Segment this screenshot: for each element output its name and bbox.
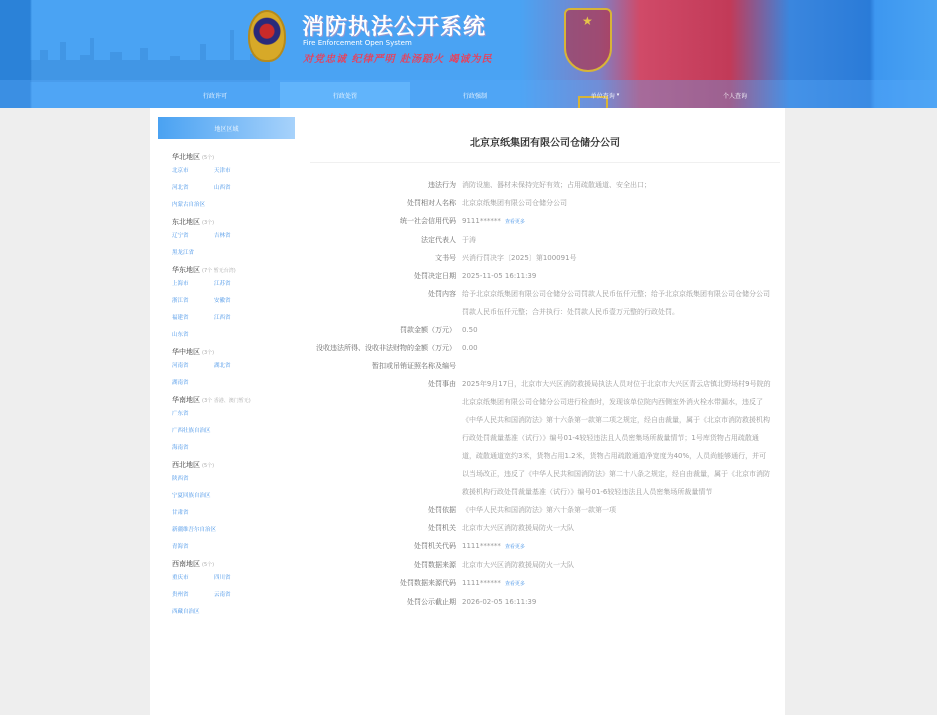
skyline-graphic <box>30 30 270 82</box>
nav-label: 行政处罚 <box>332 92 357 100</box>
fire-rescue-emblem-icon <box>248 10 286 62</box>
province-link[interactable]: 辽宁省 <box>172 233 189 239</box>
detail-fields <box>310 176 780 611</box>
field-row-legal-rep: 法定代表人 于涛 <box>421 236 476 244</box>
site-header <box>0 0 937 108</box>
province-link[interactable]: 安徽省 <box>214 298 231 304</box>
field-row-publicity-deadline: 处罚公示截止期 2026-02-05 16:11:39 <box>407 598 537 606</box>
view-more-link[interactable]: 查看更多 <box>504 219 525 225</box>
province-link[interactable]: 天津市 <box>214 168 231 174</box>
nav-item-unit-query[interactable] <box>540 82 670 108</box>
region-title: 华南地区 (3个 香港、澳门暂无) <box>172 396 251 404</box>
region-northeast <box>158 216 295 262</box>
region-title: 西南地区 (5个) <box>172 560 215 568</box>
field-row-party-name: 处罚相对人名称 北京京纸集团有限公司仓储分公司 <box>407 199 567 207</box>
field-row-penalty-basis: 处罚依据 《中华人民共和国消防法》第六十条第一款第一项 <box>428 506 616 514</box>
nav-label: 行政强制 <box>462 92 487 100</box>
field-row-data-source-code: 处罚数据来源代码 1111****** 查看更多 <box>400 579 525 587</box>
sidebar-header: 地区区域 <box>158 117 295 139</box>
province-link[interactable]: 浙江省 <box>172 298 189 304</box>
shield-badge-icon <box>564 8 612 72</box>
nav-item-admin-license[interactable] <box>150 82 280 108</box>
province-link[interactable]: 甘肃省 <box>172 510 189 516</box>
province-link[interactable]: 黑龙江省 <box>172 250 195 256</box>
province-link[interactable]: 北京市 <box>172 168 189 174</box>
region-title: 华东地区 (7个 暂无台湾) <box>172 266 236 274</box>
province-link[interactable]: 河南省 <box>172 363 189 369</box>
province-link[interactable]: 广西壮族自治区 <box>172 428 211 434</box>
region-east-china <box>158 264 295 344</box>
region-northwest <box>158 459 295 556</box>
view-more-link[interactable]: 查看更多 <box>504 581 525 587</box>
province-link[interactable]: 湖南省 <box>172 380 189 386</box>
site-title: 消防执法公开系统 <box>302 15 487 40</box>
nav-item-admin-enforcement[interactable] <box>410 82 540 108</box>
region-central-china <box>158 346 295 392</box>
province-link[interactable]: 河北省 <box>172 185 189 191</box>
province-link[interactable]: 贵州省 <box>172 592 189 598</box>
view-more-link[interactable]: 查看更多 <box>504 544 525 550</box>
chevron-down-icon: ▾ <box>616 92 620 98</box>
field-row-confiscation-amount: 没收违法所得、没收非法财物的金额（万元） 0.00 <box>316 344 478 352</box>
region-title: 东北地区 (3个) <box>172 218 215 226</box>
province-link[interactable]: 海南省 <box>172 445 189 451</box>
region-title: 西北地区 (5个) <box>172 461 215 469</box>
province-link[interactable]: 重庆市 <box>172 575 189 581</box>
site-slogan: 对党忠诚 纪律严明 赴汤蹈火 竭诚为民 <box>303 54 493 65</box>
nav-label: 单位查询 <box>590 92 615 100</box>
nav-item-personal-query[interactable] <box>670 82 800 108</box>
region-title: 华北地区 (5个) <box>172 153 215 161</box>
nav-item-admin-penalty[interactable] <box>280 82 410 108</box>
province-link[interactable]: 青海省 <box>172 544 189 550</box>
province-link[interactable]: 上海市 <box>172 281 189 287</box>
province-link[interactable]: 新疆维吾尔自治区 <box>172 527 217 533</box>
province-link[interactable]: 江苏省 <box>214 281 231 287</box>
field-row-license-suspension: 暂扣或吊销证照名称及编号 <box>372 362 456 370</box>
province-link[interactable]: 山东省 <box>172 332 189 338</box>
page-title: 北京京纸集团有限公司仓储分公司 <box>310 125 780 163</box>
field-row-penalty-content: 处罚内容 给予北京京纸集团有限公司仓储分公司罚款人民币伍仟元整；给予北京京纸集团有限公司仓储分公司罚款人民币伍仟元整；合并执行：处罚款人民币壹万元整的行政处罚。 <box>428 290 770 316</box>
province-link[interactable]: 江西省 <box>214 315 231 321</box>
province-link[interactable]: 云南省 <box>214 592 231 598</box>
field-row-fine-amount: 罚款金额（万元） 0.50 <box>400 326 478 334</box>
province-link[interactable]: 福建省 <box>172 315 189 321</box>
province-link[interactable]: 山西省 <box>214 185 231 191</box>
region-north-china <box>158 151 295 214</box>
province-link[interactable]: 广东省 <box>172 411 189 417</box>
region-title: 华中地区 (3个) <box>172 348 215 356</box>
province-link[interactable]: 内蒙古自治区 <box>172 202 206 208</box>
nav-label: 行政许可 <box>202 92 227 100</box>
field-row-credit-code: 统一社会信用代码 9111****** 查看更多 <box>400 217 525 225</box>
field-row-document-no: 文书号 兴消行罚决字〔2025〕第100091号 <box>435 254 577 262</box>
province-link[interactable]: 吉林省 <box>214 233 231 239</box>
field-row-penalty-authority: 处罚机关 北京市大兴区消防救援局防火一大队 <box>428 524 574 532</box>
penalty-detail <box>310 125 780 611</box>
province-link[interactable]: 湖北省 <box>214 363 231 369</box>
site-subtitle-en: Fire Enforcement Open System <box>303 39 412 47</box>
field-row-decision-date: 处罚决定日期 2025-11-05 16:11:39 <box>414 272 537 280</box>
province-link[interactable]: 西藏自治区 <box>172 609 200 615</box>
main-nav <box>150 82 935 108</box>
region-southwest <box>158 558 295 621</box>
province-link[interactable]: 四川省 <box>214 575 231 581</box>
field-row-penalty-reason: 处罚事由 2025年9月17日，北京市大兴区消防救援局执法人员对位于北京市大兴区青云店镇北野场村9号院的北京京纸集团有限公司仓储分公司进行检查时，发现该单位院内西侧室外消火栓水带漏水，违反了《中华人民共和国消防法》第十六条第一款第二项之规定，经自由裁量，属于《北京市消防救援机构行政处罚裁量基准（试行）》编号01-4较轻违法且人员密集场所裁量情节；1号库货物占用疏散通道，疏散通道宽约3米，货物占用1.2米，货物占用疏散通道净宽度为40%，人员尚能够通行，并可以当场改正，违反了《中华人民共和国消防法》第二十八条之规定，经自由裁量，属于《北京市消防救援机构行政处罚裁量基准（试行）》编号01-6较轻违法且人员密集场所裁量情节 <box>428 380 771 496</box>
field-row-violation: 违法行为 消防设施、器材未保持完好有效；占用疏散通道、安全出口； <box>428 181 651 189</box>
region-sidebar <box>158 117 295 621</box>
nav-label: 个人查询 <box>722 92 747 100</box>
region-south-china <box>158 394 295 457</box>
field-row-data-source: 处罚数据来源 北京市大兴区消防救援局防火一大队 <box>414 561 574 569</box>
star-icon: ★ <box>582 14 593 28</box>
province-link[interactable]: 宁夏回族自治区 <box>172 493 211 499</box>
province-link[interactable]: 陕西省 <box>172 476 189 482</box>
field-row-authority-code: 处罚机关代码 1111****** 查看更多 <box>414 542 525 550</box>
